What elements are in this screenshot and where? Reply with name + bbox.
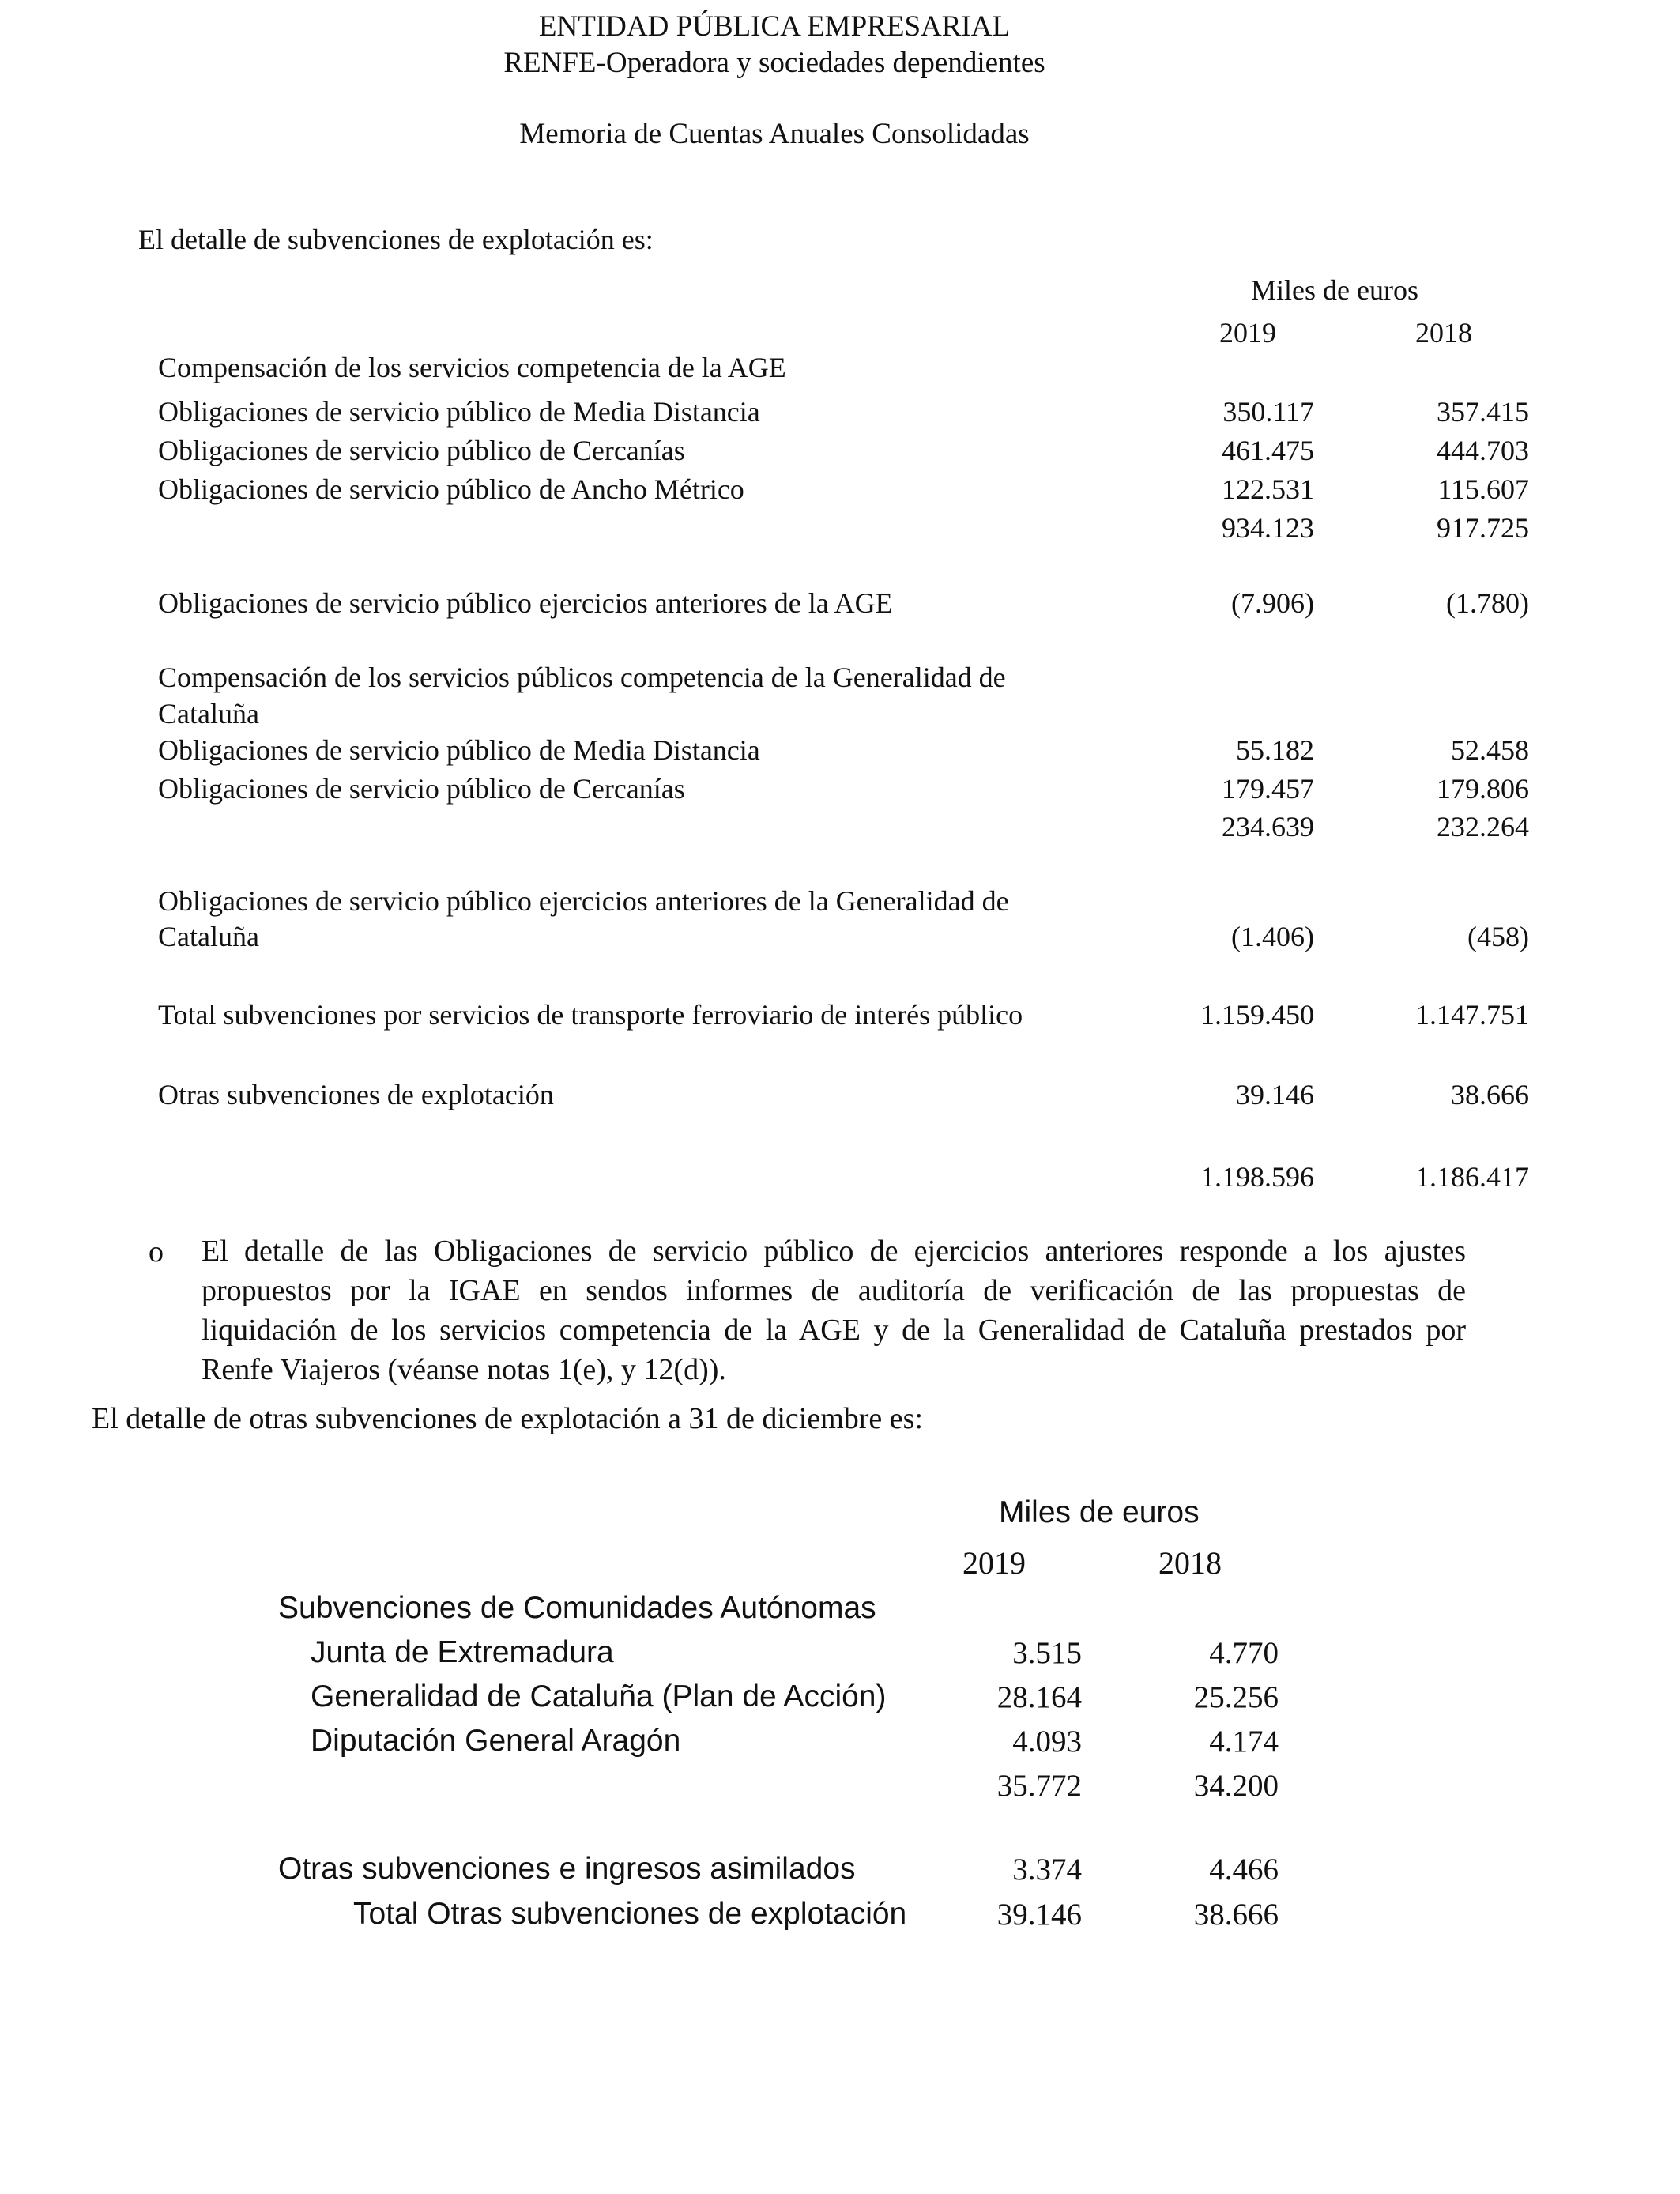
table1-total-2019: 1.198.596 bbox=[1200, 1161, 1314, 1193]
table1-row-value-2019: 39.146 bbox=[1236, 1079, 1314, 1110]
table2-row-value-2019: 3.515 bbox=[1012, 1636, 1082, 1670]
table1-row-label: Obligaciones de servicio público de Cercanías bbox=[158, 773, 685, 805]
table1-row-value-2019: (7.906) bbox=[1231, 587, 1314, 619]
table2-row-value-2019: 3.374 bbox=[1012, 1853, 1082, 1887]
table1-col-2019: 2019 bbox=[1219, 317, 1276, 349]
table1-row-value-2019: 122.531 bbox=[1222, 473, 1314, 505]
table2-row-value-2018: 4.174 bbox=[1209, 1725, 1279, 1759]
table1-row-value-2018: 357.415 bbox=[1437, 396, 1529, 428]
table2-unit-header: Miles de euros bbox=[999, 1495, 1200, 1529]
note-line: propuestos por la IGAE en sendos informes de auditoría de verificación de las propuestas de bbox=[202, 1274, 1466, 1307]
table2-total-2018: 38.666 bbox=[1193, 1898, 1279, 1932]
table1-row-value-2018: 444.703 bbox=[1437, 435, 1529, 466]
table1-row-value-2019: 461.475 bbox=[1222, 435, 1314, 466]
table2-col-2018: 2018 bbox=[1158, 1545, 1222, 1581]
table1-row-label: Cataluña bbox=[158, 921, 259, 952]
table2-row-value-2018: 4.770 bbox=[1209, 1636, 1279, 1670]
table2-subtotal-2018: 34.200 bbox=[1193, 1769, 1279, 1803]
table1-row-label: Obligaciones de servicio público ejercicios anteriores de la AGE bbox=[158, 587, 893, 619]
table1-row-value-2018: 52.458 bbox=[1451, 734, 1529, 766]
table2-row-value-2018: 4.466 bbox=[1209, 1853, 1279, 1887]
table2-row-label: Generalidad de Cataluña (Plan de Acción) bbox=[311, 1679, 887, 1713]
note-line: El detalle de las Obligaciones de servicio público de ejercicios anteriores responde a los ajustes bbox=[202, 1235, 1466, 1268]
table1-row-label: Otras subvenciones de explotación bbox=[158, 1079, 554, 1110]
table1-row-label: Compensación de los servicios competencia de la AGE bbox=[158, 352, 786, 383]
table2-row-label: Subvenciones de Comunidades Autónomas bbox=[278, 1591, 876, 1625]
table2-row-value-2019: 4.093 bbox=[1012, 1725, 1082, 1759]
table1-row-label: Obligaciones de servicio público de Media Distancia bbox=[158, 396, 760, 428]
header-company: RENFE-Operadora y sociedades dependientes bbox=[503, 47, 1045, 79]
table2-row-label: Junta de Extremadura bbox=[311, 1635, 614, 1669]
note-line: Renfe Viajeros (véanse notas 1(e), y 12(d)). bbox=[202, 1353, 726, 1386]
note-paragraph bbox=[202, 1231, 1466, 1389]
table1-subtotal-2018: 232.264 bbox=[1437, 811, 1529, 843]
table1-row-label: Obligaciones de servicio público de Media Distancia bbox=[158, 734, 760, 766]
table1-row-value-2019: 179.457 bbox=[1222, 773, 1314, 805]
table1-row-value-2018: 179.806 bbox=[1437, 773, 1529, 805]
table1-col-2018: 2018 bbox=[1415, 317, 1472, 349]
header-entity: ENTIDAD PÚBLICA EMPRESARIAL bbox=[538, 10, 1011, 43]
table2-row-value-2018: 25.256 bbox=[1193, 1680, 1279, 1714]
table1-row-value-2019: 55.182 bbox=[1236, 734, 1314, 766]
table2-intro: El detalle de otras subvenciones de explotación a 31 de diciembre es: bbox=[92, 1402, 924, 1435]
table1-intro: El detalle de subvenciones de explotación es: bbox=[138, 224, 654, 255]
table2-subtotal-2019: 35.772 bbox=[996, 1769, 1082, 1803]
table2-row-label: Otras subvenciones e ingresos asimilados bbox=[278, 1852, 856, 1886]
table1-subtotal-2019: 234.639 bbox=[1222, 811, 1314, 843]
table2-row-value-2019: 28.164 bbox=[996, 1680, 1082, 1714]
table1-row-label: Obligaciones de servicio público de Cercanías bbox=[158, 435, 685, 466]
note-bullet: o bbox=[149, 1235, 164, 1269]
table1-row-value-2019: 350.117 bbox=[1222, 396, 1314, 428]
table1-total-2018: 1.186.417 bbox=[1415, 1161, 1529, 1193]
table1-row-label: Compensación de los servicios públicos competencia de la Generalidad de bbox=[158, 662, 1006, 693]
table1-row-value-2018: (458) bbox=[1467, 921, 1529, 952]
table1-row-value-2018: (1.780) bbox=[1446, 587, 1529, 619]
table1-row-label: Total subvenciones por servicios de transporte ferroviario de interés público bbox=[158, 999, 1023, 1031]
table1-row-label: Obligaciones de servicio público ejercicios anteriores de la Generalidad de bbox=[158, 885, 1009, 917]
table2-total-2019: 39.146 bbox=[996, 1898, 1082, 1932]
table1-subtotal-2018: 917.725 bbox=[1437, 512, 1529, 544]
table1-row-value-2018: 115.607 bbox=[1437, 473, 1529, 505]
table1-row-value-2018: 1.147.751 bbox=[1415, 999, 1529, 1031]
header-document-title: Memoria de Cuentas Anuales Consolidadas bbox=[519, 118, 1030, 150]
table1-row-value-2019: 1.159.450 bbox=[1200, 999, 1314, 1031]
table1-row-value-2019: (1.406) bbox=[1231, 921, 1314, 952]
table2-total-label: Total Otras subvenciones de explotación bbox=[353, 1897, 907, 1931]
table1-row-value-2018: 38.666 bbox=[1451, 1079, 1529, 1110]
table2-col-2019: 2019 bbox=[962, 1545, 1026, 1581]
table1-row-label: Obligaciones de servicio público de Ancho Métrico bbox=[158, 473, 744, 505]
table1-unit-header: Miles de euros bbox=[1251, 274, 1418, 306]
table1-row-label: Cataluña bbox=[158, 698, 259, 729]
note-line: liquidación de los servicios competencia de la AGE y de la Generalidad de Cataluña prestados por bbox=[202, 1314, 1466, 1347]
table1-subtotal-2019: 934.123 bbox=[1222, 512, 1314, 544]
table2-row-label: Diputación General Aragón bbox=[311, 1724, 681, 1758]
